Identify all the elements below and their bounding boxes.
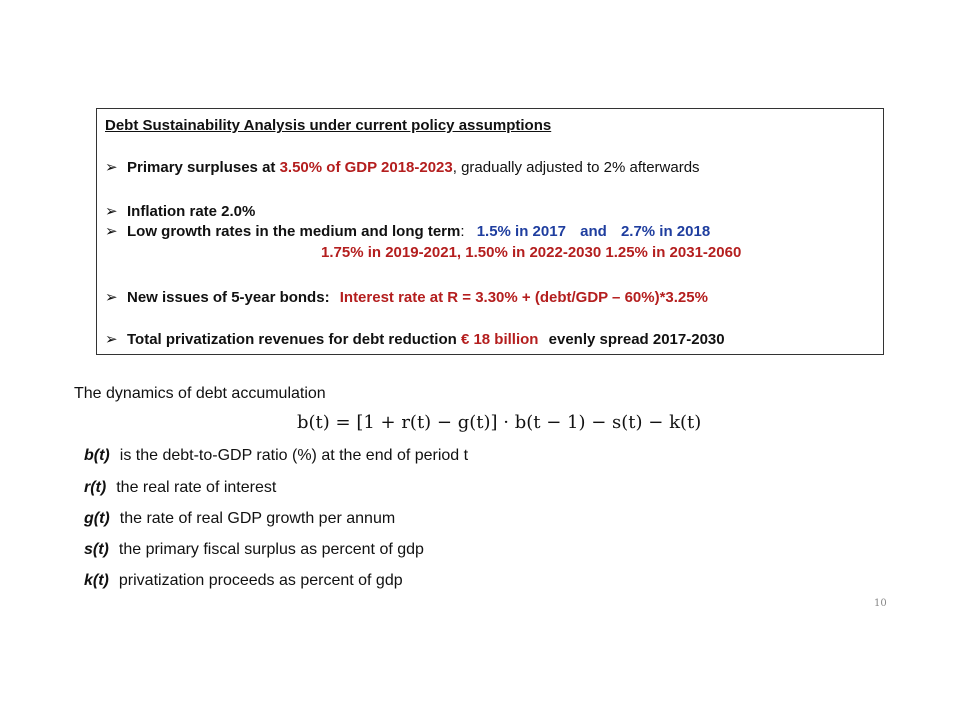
- definition-s: [84, 541, 424, 559]
- dynamics-heading: The dynamics of debt accumulation: [74, 385, 326, 402]
- definition-text: the rate of real GDP growth per annum: [119, 510, 396, 527]
- definition-k: [84, 572, 403, 590]
- bullet-privatization: ➢ Total privatization revenues for debt reduction € 18 billion evenly spread 2017-2030: [105, 331, 725, 348]
- bullet-arrow-icon: ➢: [105, 223, 118, 240]
- bullet-bonds: ➢ New issues of 5-year bonds: Interest rate at R = 3.30% + (debt/GDP – 60%)*3.25%: [105, 289, 708, 306]
- definition-text: privatization proceeds as percent of gdp: [118, 572, 403, 589]
- bullet-arrow-icon: ➢: [105, 289, 118, 306]
- definition-symbol: r(t): [84, 479, 107, 496]
- bullet-arrow-icon: ➢: [105, 159, 118, 176]
- bullet-arrow-icon: ➢: [105, 331, 118, 348]
- definition-text: the real rate of interest: [116, 479, 277, 496]
- definition-b: [84, 447, 468, 465]
- debt-formula: b(t) = [1 + r(t) − g(t)] · b(t − 1) − s(t) − k(t): [297, 412, 702, 433]
- definition-symbol: b(t): [84, 447, 110, 464]
- bullet-arrow-icon: ➢: [105, 203, 118, 220]
- definition-text: the primary fiscal surplus as percent of gdp: [118, 541, 424, 558]
- bullet-primary-surpluses: ➢ Primary surpluses at 3.50% of GDP 2018-2023, gradually adjusted to 2% afterwards: [105, 159, 700, 176]
- bullet-growth: ➢ Low growth rates in the medium and long term: 1.5% in 2017 and 2.7% in 2018: [105, 223, 711, 240]
- definition-symbol: g(t): [84, 510, 110, 527]
- definition-g: [84, 510, 395, 528]
- assumptions-box: [96, 108, 884, 355]
- definition-text: is the debt-to-GDP ratio (%) at the end of period t: [119, 447, 469, 464]
- definition-r: [84, 479, 276, 497]
- bullet-inflation: ➢ Inflation rate 2.0%: [105, 203, 256, 220]
- definition-symbol: k(t): [84, 572, 109, 589]
- page-number: 10: [874, 598, 887, 609]
- box-title: Debt Sustainability Analysis under current policy assumptions: [105, 117, 552, 134]
- definition-symbol: s(t): [84, 541, 109, 558]
- growth-continuation: 1.75% in 2019-2021, 1.50% in 2022-2030 1.25% in 2031-2060: [321, 244, 742, 261]
